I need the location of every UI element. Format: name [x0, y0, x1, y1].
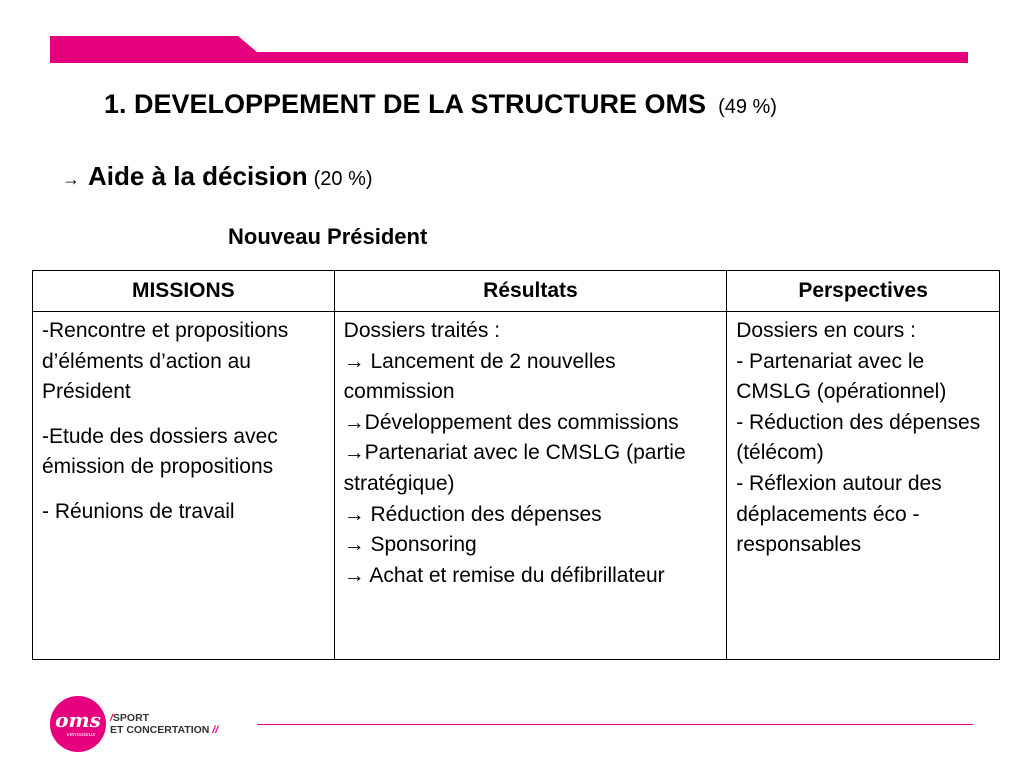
resultat-item: →Partenariat avec le CMSLG (partie stratégique): [343, 441, 686, 495]
missions-table: [32, 270, 1000, 660]
slogan-line-2: ET CONCERTATION: [110, 724, 210, 736]
table-row: [33, 312, 1000, 660]
footer-divider: [257, 724, 973, 725]
slide-title: [104, 84, 1004, 127]
section-heading: [62, 158, 373, 197]
section-heading-label: Aide à la décision: [88, 161, 308, 191]
resultat-item: →Développement des commissions: [343, 410, 679, 434]
perspective-item: - Partenariat avec le CMSLG (opérationnel): [736, 349, 947, 404]
resultat-item: Dossiers traités :: [343, 319, 501, 342]
slogan-line-1: SPORT: [112, 712, 150, 724]
double-slash-mark-icon: //: [212, 724, 219, 736]
resultat-item: → Réduction des dépenses: [343, 502, 602, 526]
oms-logo: [48, 694, 108, 754]
perspectives-cell: [727, 312, 1000, 660]
header-resultats: Résultats: [334, 271, 727, 312]
arrow-right-icon: →: [62, 169, 80, 189]
perspective-item: - Réflexion autour des déplacements éco - responsables: [736, 471, 942, 557]
header-perspectives: Perspectives: [727, 271, 1000, 312]
header-missions: MISSIONS: [33, 271, 335, 312]
resultat-item: → Sponsoring: [343, 533, 477, 557]
slash-mark-icon: /: [110, 712, 113, 724]
missions-cell: [33, 312, 335, 660]
oms-logo-text: oms: [55, 708, 101, 732]
oms-logo-subtext: vénissieux: [66, 732, 96, 738]
resultat-item: → Lancement de 2 nouvelles commission: [343, 349, 616, 404]
perspective-item: - Réduction des dépenses (télécom): [736, 410, 981, 465]
slide-title-text: 1. DEVELOPPEMENT DE LA STRUCTURE OMS: [104, 89, 707, 119]
header-accent-shape: [50, 36, 968, 63]
section-heading-percent: (20 %): [313, 168, 373, 190]
resultat-item: → Achat et remise du défibrillateur: [343, 563, 665, 587]
slide-title-percent: (49 %): [718, 96, 777, 118]
table-header-row: [33, 271, 1000, 312]
mission-item: -Etude des dossiers avec émission de propositions: [42, 424, 278, 479]
slogan: [110, 712, 250, 738]
header-accent-band: [0, 0, 1024, 70]
perspective-item: Dossiers en cours :: [736, 319, 916, 342]
table-caption: Nouveau Président: [228, 224, 428, 249]
resultats-cell: [334, 312, 727, 660]
mission-item: - Réunions de travail: [42, 499, 235, 523]
mission-item: -Rencontre et propositions d’éléments d’action au Président: [42, 319, 289, 404]
